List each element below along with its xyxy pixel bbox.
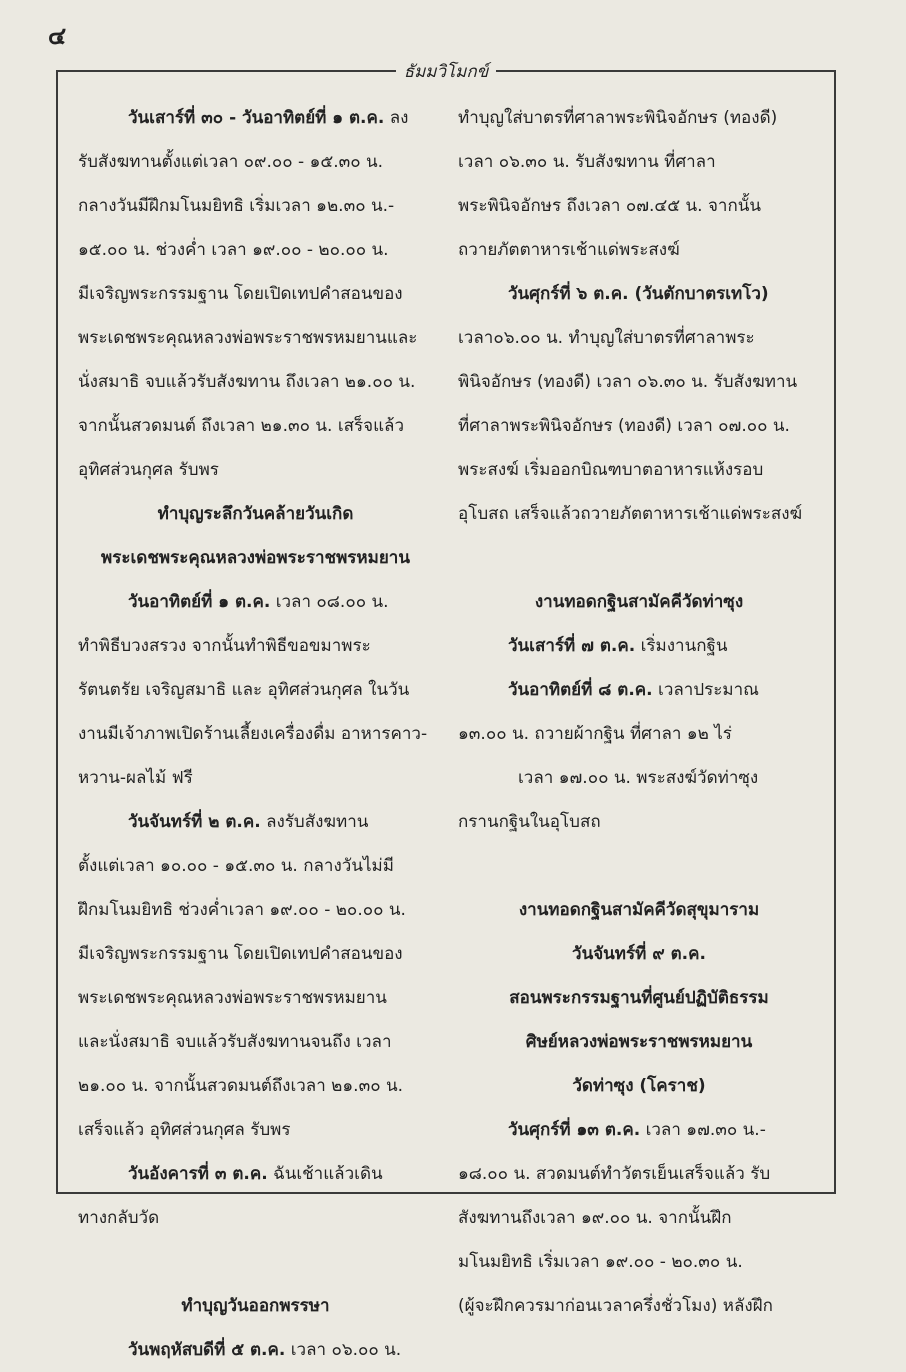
blank-line [458,536,820,580]
text-line [458,1284,820,1328]
text-line [78,976,433,1020]
text-segment: งานมีเจ้าภาพเปิดร้านเลี้ยงเครื่องดื่ม อาหารคาว- [78,724,428,744]
text-line [78,844,433,888]
text-segment: ๑๕.๐๐ น. ช่วงค่ำ เวลา ๑๙.๐๐ - ๒๐.๐๐ น. [78,240,389,260]
text-segment: พระเดชพระคุณหลวงพ่อพระราชพรหมยาน [78,988,387,1008]
text-segment: เสร็จแล้ว อุทิศส่วนกุศล รับพร [78,1120,291,1140]
text-segment: ๑๓.๐๐ น. ถวายผ้ากฐิน ที่ศาลา ๑๒ ไร่ [458,724,732,744]
right-column [458,96,820,1328]
text-line [458,184,820,228]
text-segment: ถวายภัตตาหารเช้าแด่พระสงฆ์ [458,240,680,260]
text-line [78,1108,433,1152]
text-segment: ลง [384,108,409,128]
text-line [458,140,820,184]
text-line [458,492,820,536]
text-line [78,1064,433,1108]
text-segment: มีเจริญพระกรรมฐาน โดยเปิดเทปคำสอนของ [78,284,403,304]
text-line [78,140,433,184]
text-line [458,1108,820,1152]
bold-text: วันอาทิตย์ที่ ๑ ต.ค. [128,592,271,612]
text-segment: พินิจอักษร (ทองดี) เวลา ๐๖.๓๐ น. รับสังฆทาน [458,372,798,392]
text-segment: เวลา ๑๗.๓๐ น.- [640,1120,766,1140]
bold-text: งานทอดกฐินสามัคคีวัดท่าซุง [534,592,744,612]
text-segment: ลงรับสังฆทาน [260,812,369,832]
text-line [78,580,433,624]
text-segment: มโนมยิทธิ เริ่มเวลา ๑๙.๐๐ - ๒๐.๓๐ น. [458,1252,743,1272]
bold-text: ศิษย์หลวงพ่อพระราชพรหมยาน [525,1032,753,1052]
text-line [78,404,433,448]
text-segment: ตั้งแต่เวลา ๑๐.๐๐ - ๑๕.๓๐ น. กลางวันไม่มี [78,856,394,876]
section-heading [458,1064,820,1108]
bold-text: วันศุกร์ที่ ๖ ต.ค. (วันตักบาตรเทโว) [508,284,769,304]
text-segment: นั่งสมาธิ จบแล้วรับสังฆทาน ถึงเวลา ๒๑.๐๐ น. [78,372,416,392]
text-segment: ๒๑.๐๐ น. จากนั้นสวดมนต์ถึงเวลา ๒๑.๓๐ น. [78,1076,404,1096]
text-segment: เวลา ๐๖.๓๐ น. รับสังฆทาน ที่ศาลา [458,152,716,172]
text-line [78,888,433,932]
text-segment: หวาน-ผลไม้ ฟรี [78,768,193,788]
section-heading [78,1284,433,1328]
text-segment: เริ่มงานกฐิน [635,636,728,656]
section-heading [78,492,433,536]
text-segment: เวลาประมาณ [652,680,759,700]
bold-text: วันอังคารที่ ๓ ต.ค. [128,1164,268,1184]
text-line [458,1152,820,1196]
text-line [78,316,433,360]
text-line [458,316,820,360]
text-segment: ฝึกมโนมยิทธิ ช่วงค่ำเวลา ๑๙.๐๐ - ๒๐.๐๐ น. [78,900,406,920]
section-heading [458,580,820,624]
text-line [78,1020,433,1064]
text-segment: ทำบุญใส่บาตรที่ศาลาพระพินิจอักษร (ทองดี) [458,108,778,128]
bold-text: วันจันทร์ที่ ๙ ต.ค. [572,944,706,964]
text-line [458,228,820,272]
bold-text: วันเสาร์ที่ ๓๐ - วันอาทิตย์ที่ ๑ ต.ค. [128,108,385,128]
text-line [458,448,820,492]
text-line [78,932,433,976]
text-line [458,360,820,404]
text-line [78,360,433,404]
text-line [78,184,433,228]
text-segment: จากนั้นสวดมนต์ ถึงเวลา ๒๑.๓๐ น. เสร็จแล้ว [78,416,405,436]
text-segment: สังฆทานถึงเวลา ๑๙.๐๐ น. จากนั้นฝึก [458,1208,732,1228]
text-line [458,800,820,844]
section-heading [458,932,820,976]
text-line [78,448,433,492]
blank-line [458,844,820,888]
text-line [458,756,820,800]
text-segment: ๑๘.๐๐ น. สวดมนต์ทำวัตรเย็นเสร็จแล้ว รับ [458,1164,771,1184]
text-line [78,712,433,756]
bold-text: วัดท่าซุง (โคราช) [572,1076,706,1096]
text-line [78,756,433,800]
text-line [458,272,820,316]
left-column [78,96,433,1372]
text-segment: ฉันเช้าแล้วเดิน [267,1164,383,1184]
text-segment: พระพินิจอักษร ถึงเวลา ๐๗.๔๕ น. จากนั้น [458,196,761,216]
text-segment: เวลา ๑๗.๐๐ น. พระสงฆ์วัดท่าซุง [518,768,759,788]
section-heading [78,536,433,580]
section-heading [458,888,820,932]
text-line [458,712,820,756]
text-line [458,404,820,448]
text-segment: กลางวันมีฝึกมโนมยิทธิ เริ่มเวลา ๑๒.๓๐ น.- [78,196,395,216]
bold-text: สอนพระกรรมฐานที่ศูนย์ปฏิบัติธรรม [509,988,769,1008]
section-heading [458,976,820,1020]
bold-text: พระเดชพระคุณหลวงพ่อพระราชพรหมยาน [101,548,410,568]
text-segment: และนั่งสมาธิ จบแล้วรับสังฆทานจนถึง เวลา [78,1032,392,1052]
text-line [78,800,433,844]
text-line [78,1152,433,1196]
text-segment: รับสังฆทานตั้งแต่เวลา ๐๙.๐๐ - ๑๕.๓๐ น. [78,152,384,172]
section-heading [458,1020,820,1064]
bold-text: วันจันทร์ที่ ๒ ต.ค. [128,812,261,832]
page-number: ๔ [48,22,67,50]
bold-text: วันอาทิตย์ที่ ๘ ต.ค. [508,680,653,700]
text-line [458,96,820,140]
text-line [78,624,433,668]
text-segment: ที่ศาลาพระพินิจอักษร (ทองดี) เวลา ๐๗.๐๐ น. [458,416,790,436]
text-segment: พระเดชพระคุณหลวงพ่อพระราชพรหมยานและ [78,328,418,348]
text-line [458,624,820,668]
running-header [58,58,834,85]
text-segment: อุโบสถ เสร็จแล้วถวายภัตตาหารเช้าแด่พระสงฆ์ [458,504,803,524]
bold-text: วันศุกร์ที่ ๑๓ ต.ค. [508,1120,641,1140]
text-segment: กรานกฐินในอุโบสถ [458,812,601,832]
page-frame [56,62,836,1360]
text-segment: มีเจริญพระกรรมฐาน โดยเปิดเทปคำสอนของ [78,944,403,964]
text-line [78,668,433,712]
text-line [78,1196,433,1240]
text-segment: พระสงฆ์ เริ่มออกบิณฑบาตอาหารแห้งรอบ [458,460,764,480]
blank-line [78,1240,433,1284]
text-line [78,228,433,272]
text-line [78,1328,433,1372]
text-segment: (ผู้จะฝึกควรมาก่อนเวลาครึ่งชั่วโมง) หลังฝึก [458,1296,773,1316]
text-line [458,1240,820,1284]
text-line [78,272,433,316]
bold-text: วันพฤหัสบดีที่ ๕ ต.ค. [128,1340,286,1360]
text-segment: เวลา ๐๘.๐๐ น. [270,592,389,612]
bold-text: วันเสาร์ที่ ๗ ต.ค. [508,636,636,656]
bold-text: ทำบุญวันออกพรรษา [181,1296,330,1316]
bold-text: ทำบุญระลึกวันคล้ายวันเกิด [157,504,354,524]
bold-text: งานทอดกฐินสามัคคีวัดสุขุมาราม [518,900,760,920]
text-segment: เวลา ๐๖.๐๐ น. [285,1340,402,1360]
text-segment: ทำพิธีบวงสรวง จากนั้นทำพิธีขอขมาพระ [78,636,371,656]
text-line [458,1196,820,1240]
text-segment: อุทิศส่วนกุศล รับพร [78,460,219,480]
header-title: ธัมมวิโมกข์ [396,62,497,82]
text-segment: ทางกลับวัด [78,1208,160,1228]
text-segment: รัตนตรัย เจริญสมาธิ และ อุทิศส่วนกุศล ในวัน [78,680,410,700]
text-line [78,96,433,140]
text-segment: เวลา๐๖.๐๐ น. ทำบุญใส่บาตรที่ศาลาพระ [458,328,755,348]
text-line [458,668,820,712]
